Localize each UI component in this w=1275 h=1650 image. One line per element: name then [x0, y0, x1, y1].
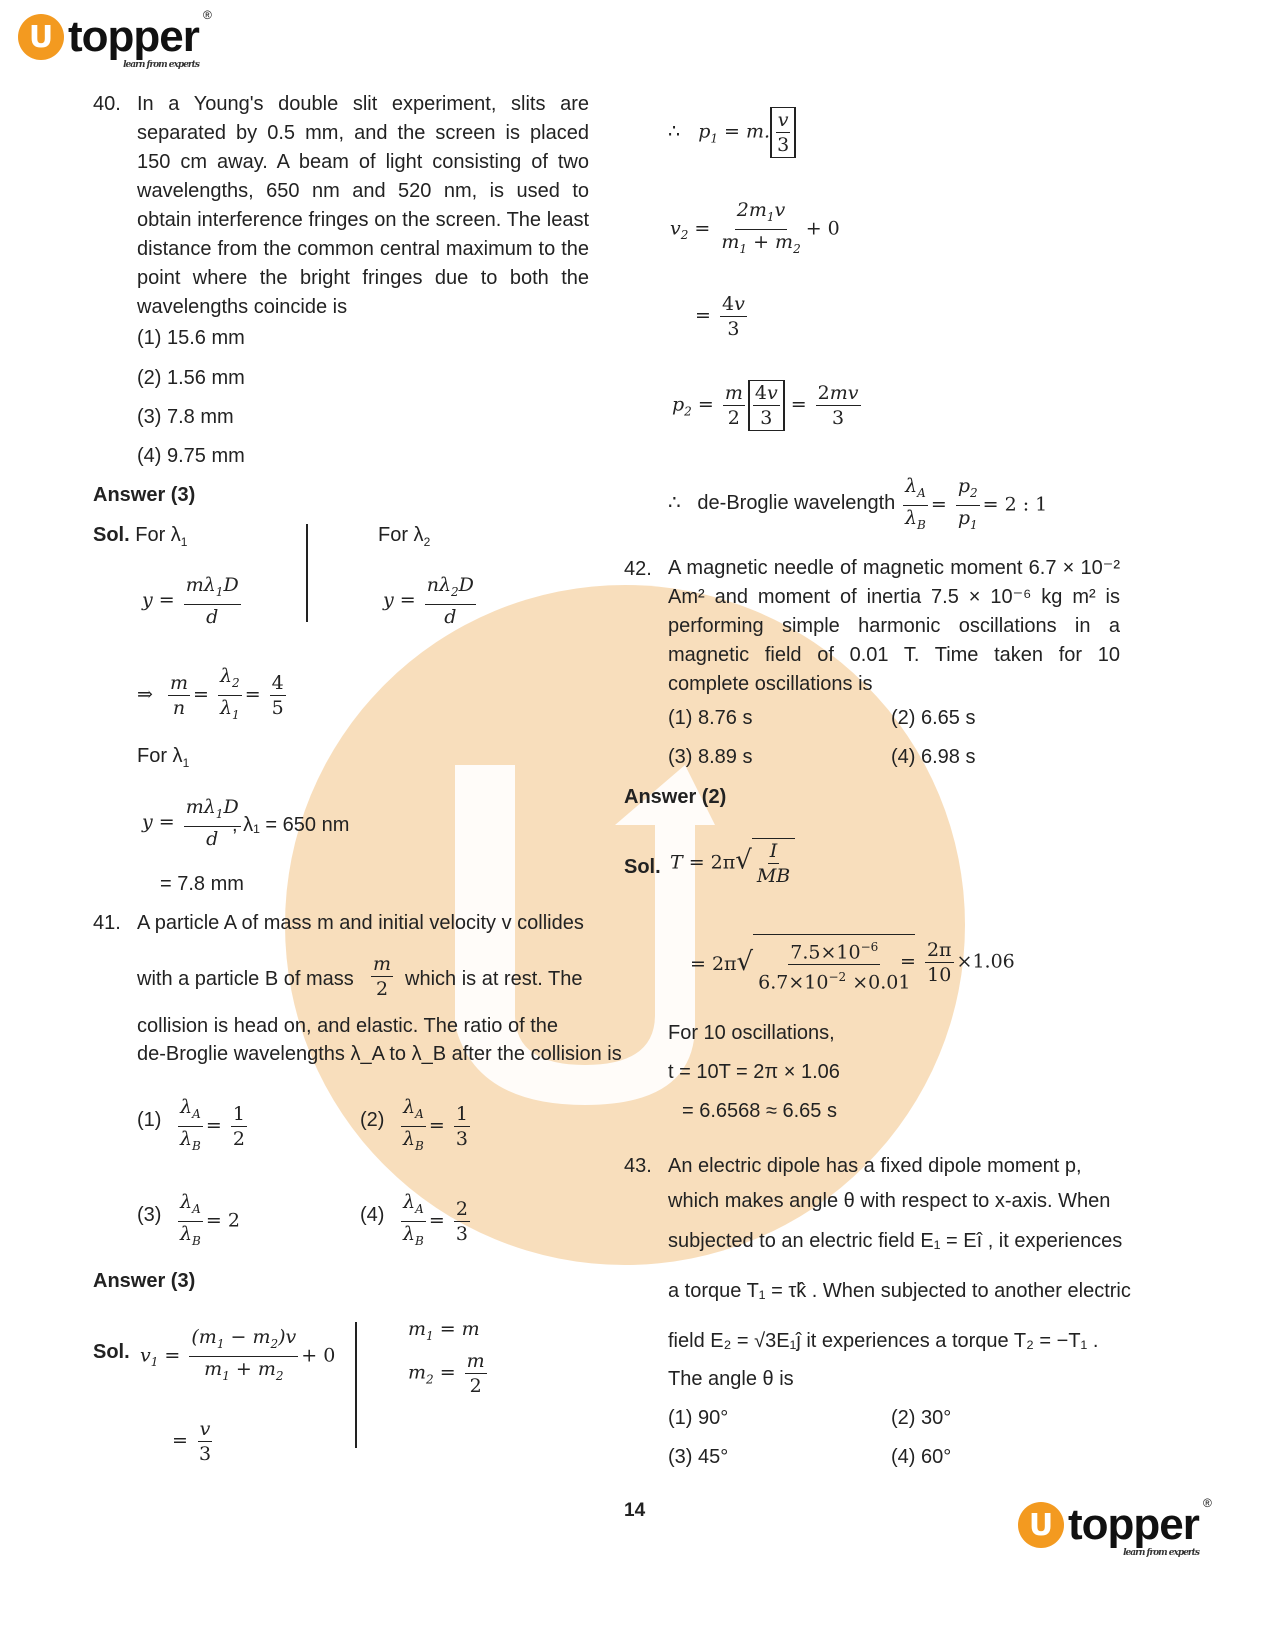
brand-name: topper	[68, 12, 199, 61]
q41-eq-v1: $v_1$ = $\frac{(m_1 - m_2)v}{m_1 + m_2}$ + 0	[140, 1326, 336, 1383]
q41-divider	[355, 1322, 357, 1448]
q40-number: 40.	[93, 93, 121, 115]
q43-option-2: (2) 30°	[891, 1407, 952, 1429]
q40-sol-for-l1: Sol. For $\lambda_1$	[93, 524, 188, 549]
q41-text-line2b: which is at rest. The	[405, 968, 583, 990]
q41-sol-label: Sol.	[93, 1341, 130, 1363]
q42-result: = 6.6568 ≈ 6.65 s	[682, 1100, 837, 1122]
q41-frac-m2: $\frac{m}{2}$	[373, 953, 392, 1000]
q43-option-3: (3) 45°	[668, 1446, 729, 1468]
q40-eq-ratio: ⇒ $\frac{m}{n}$ = $\frac{\lambda_2}{\lambda_1}$ = $\frac{4}{5}$	[137, 665, 284, 722]
q41-eq-p1: ∴ $p_1 = m$. $\frac{v}{3}$	[668, 107, 796, 158]
q41-option-2-label: (2)	[360, 1109, 385, 1131]
q41-text-line1: A particle A of mass m and initial velocity v collides	[137, 912, 584, 934]
q42-sol-label: Sol.	[624, 856, 661, 878]
q42-option-2: (2) 6.65 s	[891, 707, 976, 729]
q41-eq-v2-result: = $\frac{4v}{3}$	[695, 293, 745, 340]
q41-option-2-expr: $\frac{\lambda_A}{\lambda_B}$ = $\frac{1}{3}$	[403, 1096, 468, 1153]
q42-for10: For 10 oscillations,	[668, 1022, 835, 1044]
q42-eq-T-simplified: = $\frac{2\pi}{10}$ ×1.06	[900, 939, 1015, 986]
q40-for-l1b: For $\lambda_1$	[137, 745, 190, 770]
page-number: 14	[624, 1500, 646, 1521]
q40-eq-y1: y = $\frac{m\lambda_1D}{d}$	[142, 574, 239, 628]
q42-answer: Answer (2)	[624, 786, 727, 808]
q41-text-line2a: with a particle B of mass	[137, 968, 354, 990]
q43-line1: An electric dipole has a fixed dipole moment p,	[668, 1155, 1082, 1177]
q40-l1-value: , λ₁ = 650 nm	[232, 814, 350, 836]
q41-eq-v2: $v_2$ = $\frac{2m_1v}{m_1 + m_2}$ + 0	[670, 199, 840, 256]
q43-option-4: (4) 60°	[891, 1446, 952, 1468]
q43-line6: The angle θ is	[668, 1368, 794, 1390]
q41-answer: Answer (3)	[93, 1270, 196, 1292]
q41-option-3-expr: $\frac{\lambda_A}{\lambda_B}$ = 2	[180, 1191, 240, 1248]
q41-eq-v1-result: = $\frac{v}{3}$	[172, 1418, 212, 1465]
q40-eq-y2: y = $\frac{n\lambda_2D}{d}$	[383, 574, 474, 628]
q42-eq-T-num: = 2π√ $\frac{7.5\times 10^{-6}}{6.7\times 10^{-2} \times 0.01}$	[690, 934, 915, 995]
q43-option-1: (1) 90°	[668, 1407, 729, 1429]
q42-option-3: (3) 8.89 s	[668, 746, 753, 768]
q43-line2: which makes angle θ with respect to x-axis. When	[668, 1190, 1111, 1212]
brand-circle-icon: U	[1018, 1502, 1064, 1548]
q41-option-4-expr: $\frac{\lambda_A}{\lambda_B}$ = $\frac{2}{3}$	[403, 1191, 468, 1248]
q40-option-4: (4) 9.75 mm	[137, 445, 245, 467]
q41-text-line3: collision is head on, and elastic. The ratio of the	[137, 1015, 558, 1037]
q41-number: 41.	[93, 912, 121, 934]
q43-number: 43.	[624, 1155, 652, 1177]
q41-option-4-label: (4)	[360, 1204, 385, 1226]
q40-text: In a Young's double slit experiment, slits are separated by 0.5 mm, and the screen is placed 150 cm away. A beam of light consisting of two wavelengths, 650 nm and 520 nm, is used to obtain interference fringes on the screen. The least distance from the common central maximum to the point where the bright fringes due to both the wavelengths coincide is	[137, 93, 589, 318]
q40-option-1: (1) 15.6 mm	[137, 327, 245, 349]
q40-result: = 7.8 mm	[160, 873, 244, 895]
q41-eq-m2: $m_2$ = $\frac{m}{2}$	[408, 1350, 485, 1397]
q41-eq-m1: $m_1 = m$	[408, 1318, 480, 1343]
q40-option-3: (3) 7.8 mm	[137, 406, 234, 428]
q41-debroglie-ratio: $\frac{\lambda_A}{\lambda_B}$ = $\frac{p_2}{p_1}$ = 2 : 1	[905, 475, 1048, 532]
q42-option-4: (4) 6.98 s	[891, 746, 976, 768]
q40-eq-y3: y = $\frac{m\lambda_1D}{d}$	[142, 796, 239, 850]
q41-option-3-label: (3)	[137, 1204, 162, 1226]
q41-eq-p2: $p_2$ = $\frac{m}{2}$ $\frac{4v}{3}$ = $\frac{2mv}{3}$	[672, 382, 859, 429]
brand-logo-top: U topper ® learn from experts	[18, 12, 199, 62]
q42-t-line: t = 10T = 2π × 1.06	[668, 1061, 840, 1083]
brand-logo-bottom: U topper ® learn from experts	[1018, 1500, 1199, 1550]
q40-divider	[306, 524, 308, 622]
q43-line4: a torque T₁ = τk̂ . When subjected to another electric	[668, 1280, 1131, 1302]
q43-line3: subjected to an electric field E₁ = Eî , it experiences	[668, 1230, 1123, 1252]
q42-text: A magnetic needle of magnetic moment 6.7 × 10⁻² Am² and moment of inertia 7.5 × 10⁻⁶ kg m² is performing simple harmonic oscillations in a magnetic field of 0.01 T. Time taken for 10 complete oscillations is	[668, 557, 1120, 695]
q40-option-2: (2) 1.56 mm	[137, 367, 245, 389]
q41-text-line4: de-Broglie wavelengths λ_A to λ_B after the collision is	[137, 1043, 622, 1065]
q42-eq-T: T = 2π√ $\frac{I}{MB}$	[670, 838, 795, 888]
q42-number: 42.	[624, 558, 652, 580]
brand-circle-icon: U	[18, 14, 64, 60]
q41-option-1-label: (1)	[137, 1109, 162, 1131]
q43-line5: field E₂ = √3E₁ĵ it experiences a torque T₂ = −T₁ .	[668, 1330, 1099, 1352]
q40-for-l2: For $\lambda_2$	[378, 524, 431, 549]
q41-debroglie-label: ∴ de-Broglie wavelength	[668, 492, 896, 514]
brand-name: topper	[1068, 1500, 1199, 1549]
q41-option-1-expr: $\frac{\lambda_A}{\lambda_B}$ = $\frac{1}{2}$	[180, 1096, 245, 1153]
q42-option-1: (1) 8.76 s	[668, 707, 753, 729]
q40-answer: Answer (3)	[93, 484, 196, 506]
